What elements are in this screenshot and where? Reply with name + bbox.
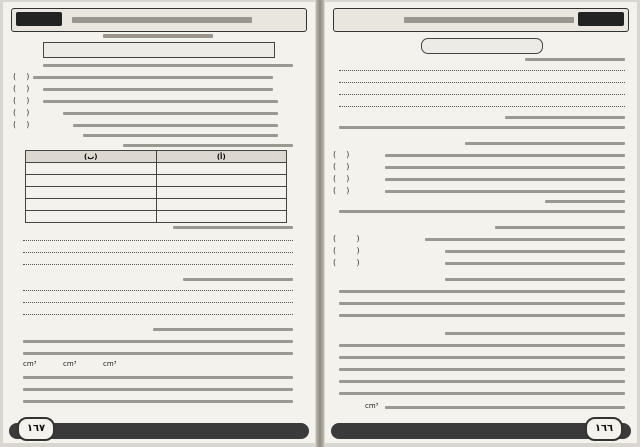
left-page (3, 2, 315, 443)
unit-label: cm³ (63, 360, 77, 368)
question-line (339, 302, 625, 305)
right-page (325, 2, 637, 443)
table-cell-b (26, 163, 157, 175)
answer-paren: ( ) (13, 120, 30, 129)
question-line (33, 76, 273, 79)
fill-blank-line (23, 290, 293, 291)
question-line (339, 210, 625, 213)
answer-paren: ( ) (333, 234, 360, 243)
question-line (83, 134, 278, 137)
left-subtitle (103, 34, 213, 38)
question-heading (545, 200, 625, 203)
question-line (339, 380, 625, 383)
question-heading (525, 58, 625, 61)
question-line (23, 352, 293, 355)
question-line (385, 178, 625, 181)
question-heading (173, 226, 293, 229)
answer-paren: ( ) (333, 258, 360, 267)
question-line (445, 250, 625, 253)
answer-paren: ( ) (13, 108, 30, 117)
question-line (339, 344, 625, 347)
question-line (339, 392, 625, 395)
table-cell-b (26, 199, 157, 211)
matching-table (25, 150, 287, 223)
left-banner-tag (16, 12, 62, 26)
table-cell-a (156, 187, 287, 199)
question-line (339, 126, 625, 129)
question-heading (445, 278, 625, 281)
question-line (425, 238, 625, 241)
table-cell-a (156, 175, 287, 187)
answer-paren: ( ) (333, 246, 360, 255)
question-line (385, 190, 625, 193)
question-line (339, 314, 625, 317)
question-line (43, 88, 273, 91)
table-cell-b (26, 211, 157, 223)
question-line (43, 64, 293, 67)
fill-blank-line (23, 240, 293, 241)
question-line (385, 406, 625, 409)
table-cell-b (26, 187, 157, 199)
question-line (339, 368, 625, 371)
table-header-b: (ب) (26, 151, 157, 163)
fill-blank-line (23, 252, 293, 253)
table-instruction (123, 144, 293, 147)
fill-blank-line (339, 82, 625, 83)
answer-paren: ( ) (13, 72, 30, 81)
unit-label: cm³ (23, 360, 37, 368)
answer-paren: ( ) (13, 84, 30, 93)
model-title-box (421, 38, 543, 54)
question-line (445, 262, 625, 265)
table-cell-b (26, 175, 157, 187)
question-line (339, 356, 625, 359)
fill-blank-line (339, 70, 625, 71)
answer-paren: ( ) (13, 96, 30, 105)
right-page-number: ١٦٦ (585, 417, 623, 441)
fill-blank-line (23, 314, 293, 315)
table-cell-a (156, 211, 287, 223)
question-line (23, 340, 293, 343)
answer-paren: ( ) (333, 186, 350, 195)
question-line (73, 124, 278, 127)
question-heading (505, 116, 625, 119)
question-line (385, 154, 625, 157)
question-line (63, 112, 278, 115)
question-heading (183, 278, 293, 281)
right-banner-tag (578, 12, 624, 26)
question-heading (445, 332, 625, 335)
question-line (43, 100, 278, 103)
left-section-header (43, 42, 275, 58)
unit-label: cm³ (365, 402, 379, 410)
fill-blank-line (339, 94, 625, 95)
table-header-a: (أ) (156, 151, 287, 163)
answer-paren: ( ) (333, 150, 350, 159)
question-line (339, 290, 625, 293)
question-line (23, 400, 293, 403)
fill-blank-line (339, 106, 625, 107)
question-line (23, 376, 293, 379)
question-heading (153, 328, 293, 331)
table-cell-a (156, 163, 287, 175)
book-spine (316, 0, 324, 447)
question-heading (495, 226, 625, 229)
answer-paren: ( ) (333, 162, 350, 171)
table-cell-a (156, 199, 287, 211)
right-banner-title (404, 17, 574, 23)
question-line (23, 388, 293, 391)
fill-blank-line (23, 264, 293, 265)
question-heading (465, 142, 625, 145)
left-page-banner (11, 8, 307, 32)
left-page-number: ١٦٧ (17, 417, 55, 441)
unit-label: cm³ (103, 360, 117, 368)
fill-blank-line (23, 302, 293, 303)
right-page-banner (333, 8, 629, 32)
question-line (385, 166, 625, 169)
left-banner-title (72, 17, 252, 23)
answer-paren: ( ) (333, 174, 350, 183)
